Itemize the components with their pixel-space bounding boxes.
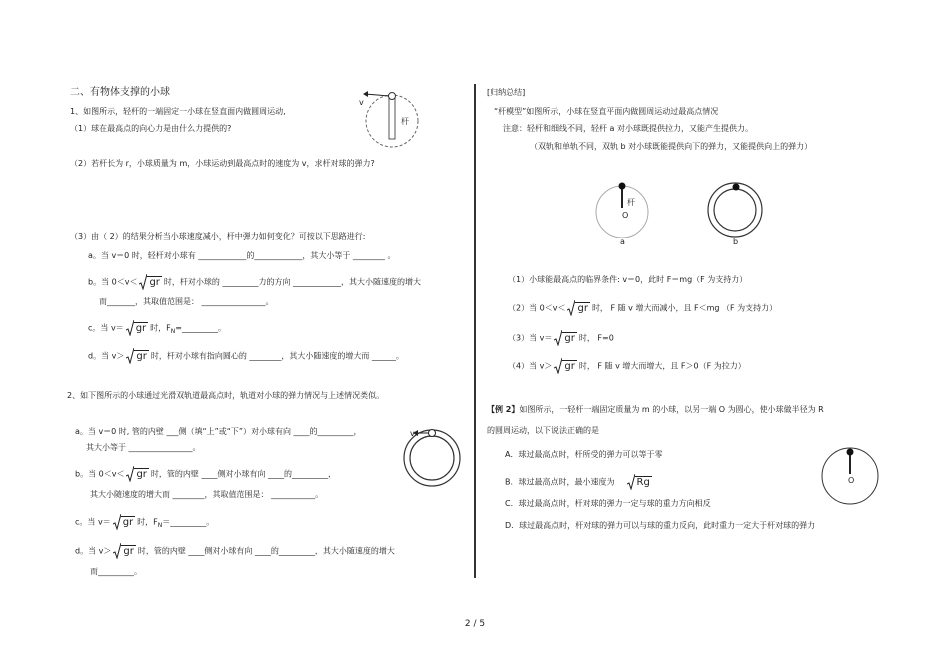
sqrt-gr: gr [554, 330, 576, 346]
q1-fig-rod-label: 杆 [401, 117, 409, 126]
q1-case-b2: 而_______，其取值范围是： ________________。 [99, 297, 274, 306]
option-d: D．球过最高点时，杆对球的弹力可以与球的重力反向，此时重力一定大于杆对球的弹力 [505, 521, 816, 530]
sqrt-gr: gr [126, 320, 148, 336]
q1-case-c: c。当 v＝ gr 时，$F_N=\_\_\_\_\_\_\_\_\_$。 [88, 320, 226, 337]
summary-3: （3）当 v＝ gr 时， F=0 [508, 330, 614, 346]
q1-part2: （2）若杆长为 r，小球质量为 m，小球运动到最高点时的速度为 v，求杆对球的弹力? [70, 159, 375, 168]
sqrt-gr: gr [567, 300, 589, 316]
sqrt-gr: gr [113, 543, 135, 559]
q1-fig-v: v [359, 98, 364, 107]
q1-part3: （3）由（ 2）的结果分析当小球速度减小，杆中弹力如何变化？可按以下思路进行: [70, 232, 366, 241]
sqrt-gr: gr [113, 514, 135, 530]
summary-2: （2）当 0＜v＜ gr 时， F 随 v 增大而减小，且 F＜mg （F 为支持力） [508, 300, 777, 316]
q1-intro: 1、如图所示，轻杆的一端固定一小球在竖直面内做圆周运动, [70, 107, 286, 116]
note2: （双轨和单轨不同，双轨 b 对小球既能提供向下的弹力，又能提供向上的弹力） [530, 142, 813, 151]
sqrt-gr: gr [126, 348, 148, 364]
q2-case-c: c。当 v＝ gr 时，$F_N=\_\_\_\_\_\_\_\_\_$。 [75, 514, 214, 531]
q1-case-a: a。当 v＝0 时，轻杆对小球有 ____________的____________，其大小等于 ________ 。 [88, 251, 396, 260]
option-b: B．球过最高点时，最小速度为 Rg [505, 474, 654, 490]
rod-circle-figure [352, 86, 422, 152]
example-line1: 【例 2】如图所示，一轻杆一端固定质量为 m 的小球，以另一端 O 为圆心，使小球做半径为 R [487, 405, 824, 414]
figure-b-label: b [733, 237, 739, 246]
page-number: 2 / 5 [464, 619, 486, 629]
figure-a-rod [592, 178, 652, 238]
option-a: A．球过最高点时，杆所受的弹力可以等于零 [505, 450, 663, 459]
q2-case-a1: a。当 v＝0 时, 管的内壁 ___侧（填“上”或“下”）对小球有向 ____的_________， [75, 427, 362, 436]
q1-case-b: b。当 0＜v＜ gr 时，杆对小球的 _________力的方向 ____________，其大小随速度的增大 [88, 274, 421, 290]
sqrt-gr: gr [554, 358, 576, 374]
example-fig-center: O [848, 476, 855, 485]
model-line: “杆模型”如图所示，小球在竖直平面内做圆周运动过最高点情况 [494, 107, 719, 116]
q2-case-b2: 其大小随速度的增大而 ________，其取值范围是： ___________。 [90, 490, 324, 499]
column-divider [474, 84, 476, 578]
q2-fig-v: v [410, 429, 415, 438]
q2-case-d2: 而_________。 [90, 567, 142, 576]
summary-1: （1）小球能最高点的临界条件: v＝0，此时 F＝mg（F 为支持力） [508, 275, 748, 284]
q1-part1: （1）球在最高点的向心力是由什么力提供的? [70, 124, 232, 133]
figure-a-center: O [622, 211, 629, 220]
q2-intro: 2、如下图所示的小球通过光滑双轨道最高点时，轨道对小球的弹力情况与上述情况类似。 [67, 391, 385, 400]
note1: 注意：轻杆和细线不同，轻杆 a 对小球既提供拉力，又能产生提供力。 [503, 124, 753, 133]
figure-a-label: a [620, 237, 625, 246]
option-c: C．球过最高点时，杆对球的弹力一定与球的重力方向相反 [505, 499, 711, 508]
q2-case-a2: 其大小等于 ________________。 [86, 443, 201, 452]
section-title: 二、有物体支撑的小球 [70, 87, 170, 98]
sqrt-gr: gr [139, 274, 161, 290]
q2-case-b: b。当 0＜v＜ gr 时，管的内壁 ____侧对小球有向 ____的_________， [75, 466, 336, 482]
q2-case-d: d。当 v＞ gr 时，管的内壁 ____侧对小球有向 ____的_________，其大小随速度的增大 [75, 543, 395, 559]
q1-case-d: d。当 v＞ gr 时，杆对小球有指向圆心的 ________，其大小随速度的增大而 ______。 [88, 348, 404, 364]
summary-4: （4）当 v＞ gr 时， F 随 v 增大而增大，且 F＞0（F 为拉力） [508, 358, 746, 374]
figure-b-double-track [705, 180, 765, 240]
summary-tag: [归纳总结] [487, 88, 526, 97]
sqrt-rg: Rg [627, 474, 652, 490]
example-line2: 的圆周运动，以下说法正确的是 [487, 426, 599, 435]
sqrt-gr: gr [126, 466, 148, 482]
figure-a-rod-label: 杆 [627, 198, 635, 207]
